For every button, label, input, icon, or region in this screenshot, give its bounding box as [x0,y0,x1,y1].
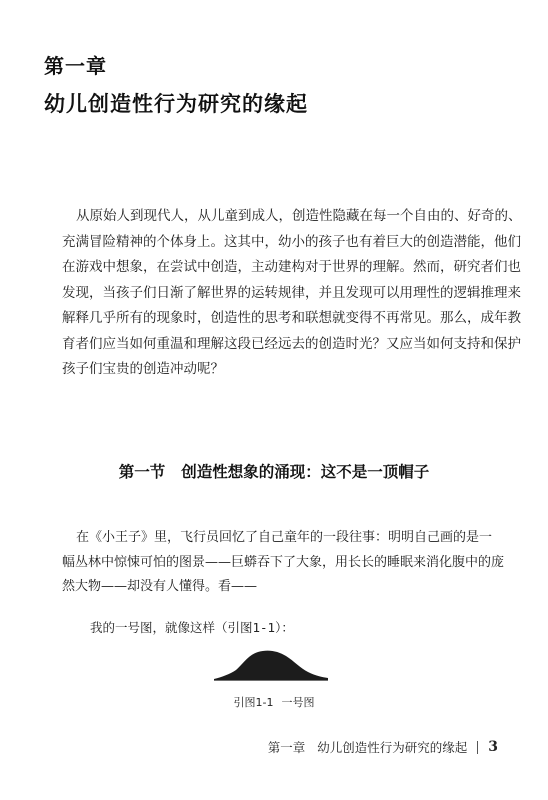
section-heading [0,460,548,482]
figure-number: 引图1-1 [233,696,274,709]
section-title: 创造性想象的涌现：这不是一顶帽子 [181,463,430,481]
intro-paragraph [62,204,522,383]
intro-line: 发现，当孩子们日渐了解世界的运转规律，并且发现可以用理性的逻辑推理来 [62,284,521,301]
boa-drawing-figure [212,646,330,682]
figure-caption [0,694,548,710]
intro-line: 孩子们宝贵的创造冲动呢？ [62,361,224,377]
section-number: 第一节 [118,463,166,481]
body-line: 然大物——却没有人懂得。看—— [62,579,258,594]
intro-line: 育者们应当如何重温和理解这段已经远去的创造时光？又应当如何支持和保护 [62,335,521,352]
intro-line: 从原始人到现代人，从儿童到成人，创造性隐藏在每一个自由的、好奇的、 [76,208,522,224]
footer-title: 幼儿创造性行为研究的缘起 [317,740,468,755]
quote-line: 我的一号图，就像这样（引图1-1）： [90,620,294,635]
intro-line: 充满冒险精神的个体身上。这其中，幼小的孩子也有着巨大的创造潜能，他们 [62,233,521,250]
body-line: 幅丛林中惊悚可怕的图景——巨蟒吞下了大象，用长长的睡眠来消化腹中的庞 [62,554,505,570]
footer-divider [477,741,478,754]
body-paragraph [62,526,512,600]
figure-caption-text: 一号图 [281,696,315,709]
intro-line: 解释几乎所有的现象时，创造性的思考和联想就变得不再常见。那么，成年教 [62,310,521,326]
page-footer [268,738,498,756]
body-line: 在《小王子》里，飞行员回忆了自己童年的一段往事：明明自己画的是一 [76,530,493,545]
footer-chapter: 第一章 [267,740,306,755]
chapter-label: 第一章 [44,54,107,78]
page-number: 3 [488,739,498,755]
intro-line: 在游戏中想象，在尝试中创造，主动建构对于世界的理解。然而，研究者们也 [62,259,521,275]
chapter-title: 幼儿创造性行为研究的缘起 [44,92,308,116]
